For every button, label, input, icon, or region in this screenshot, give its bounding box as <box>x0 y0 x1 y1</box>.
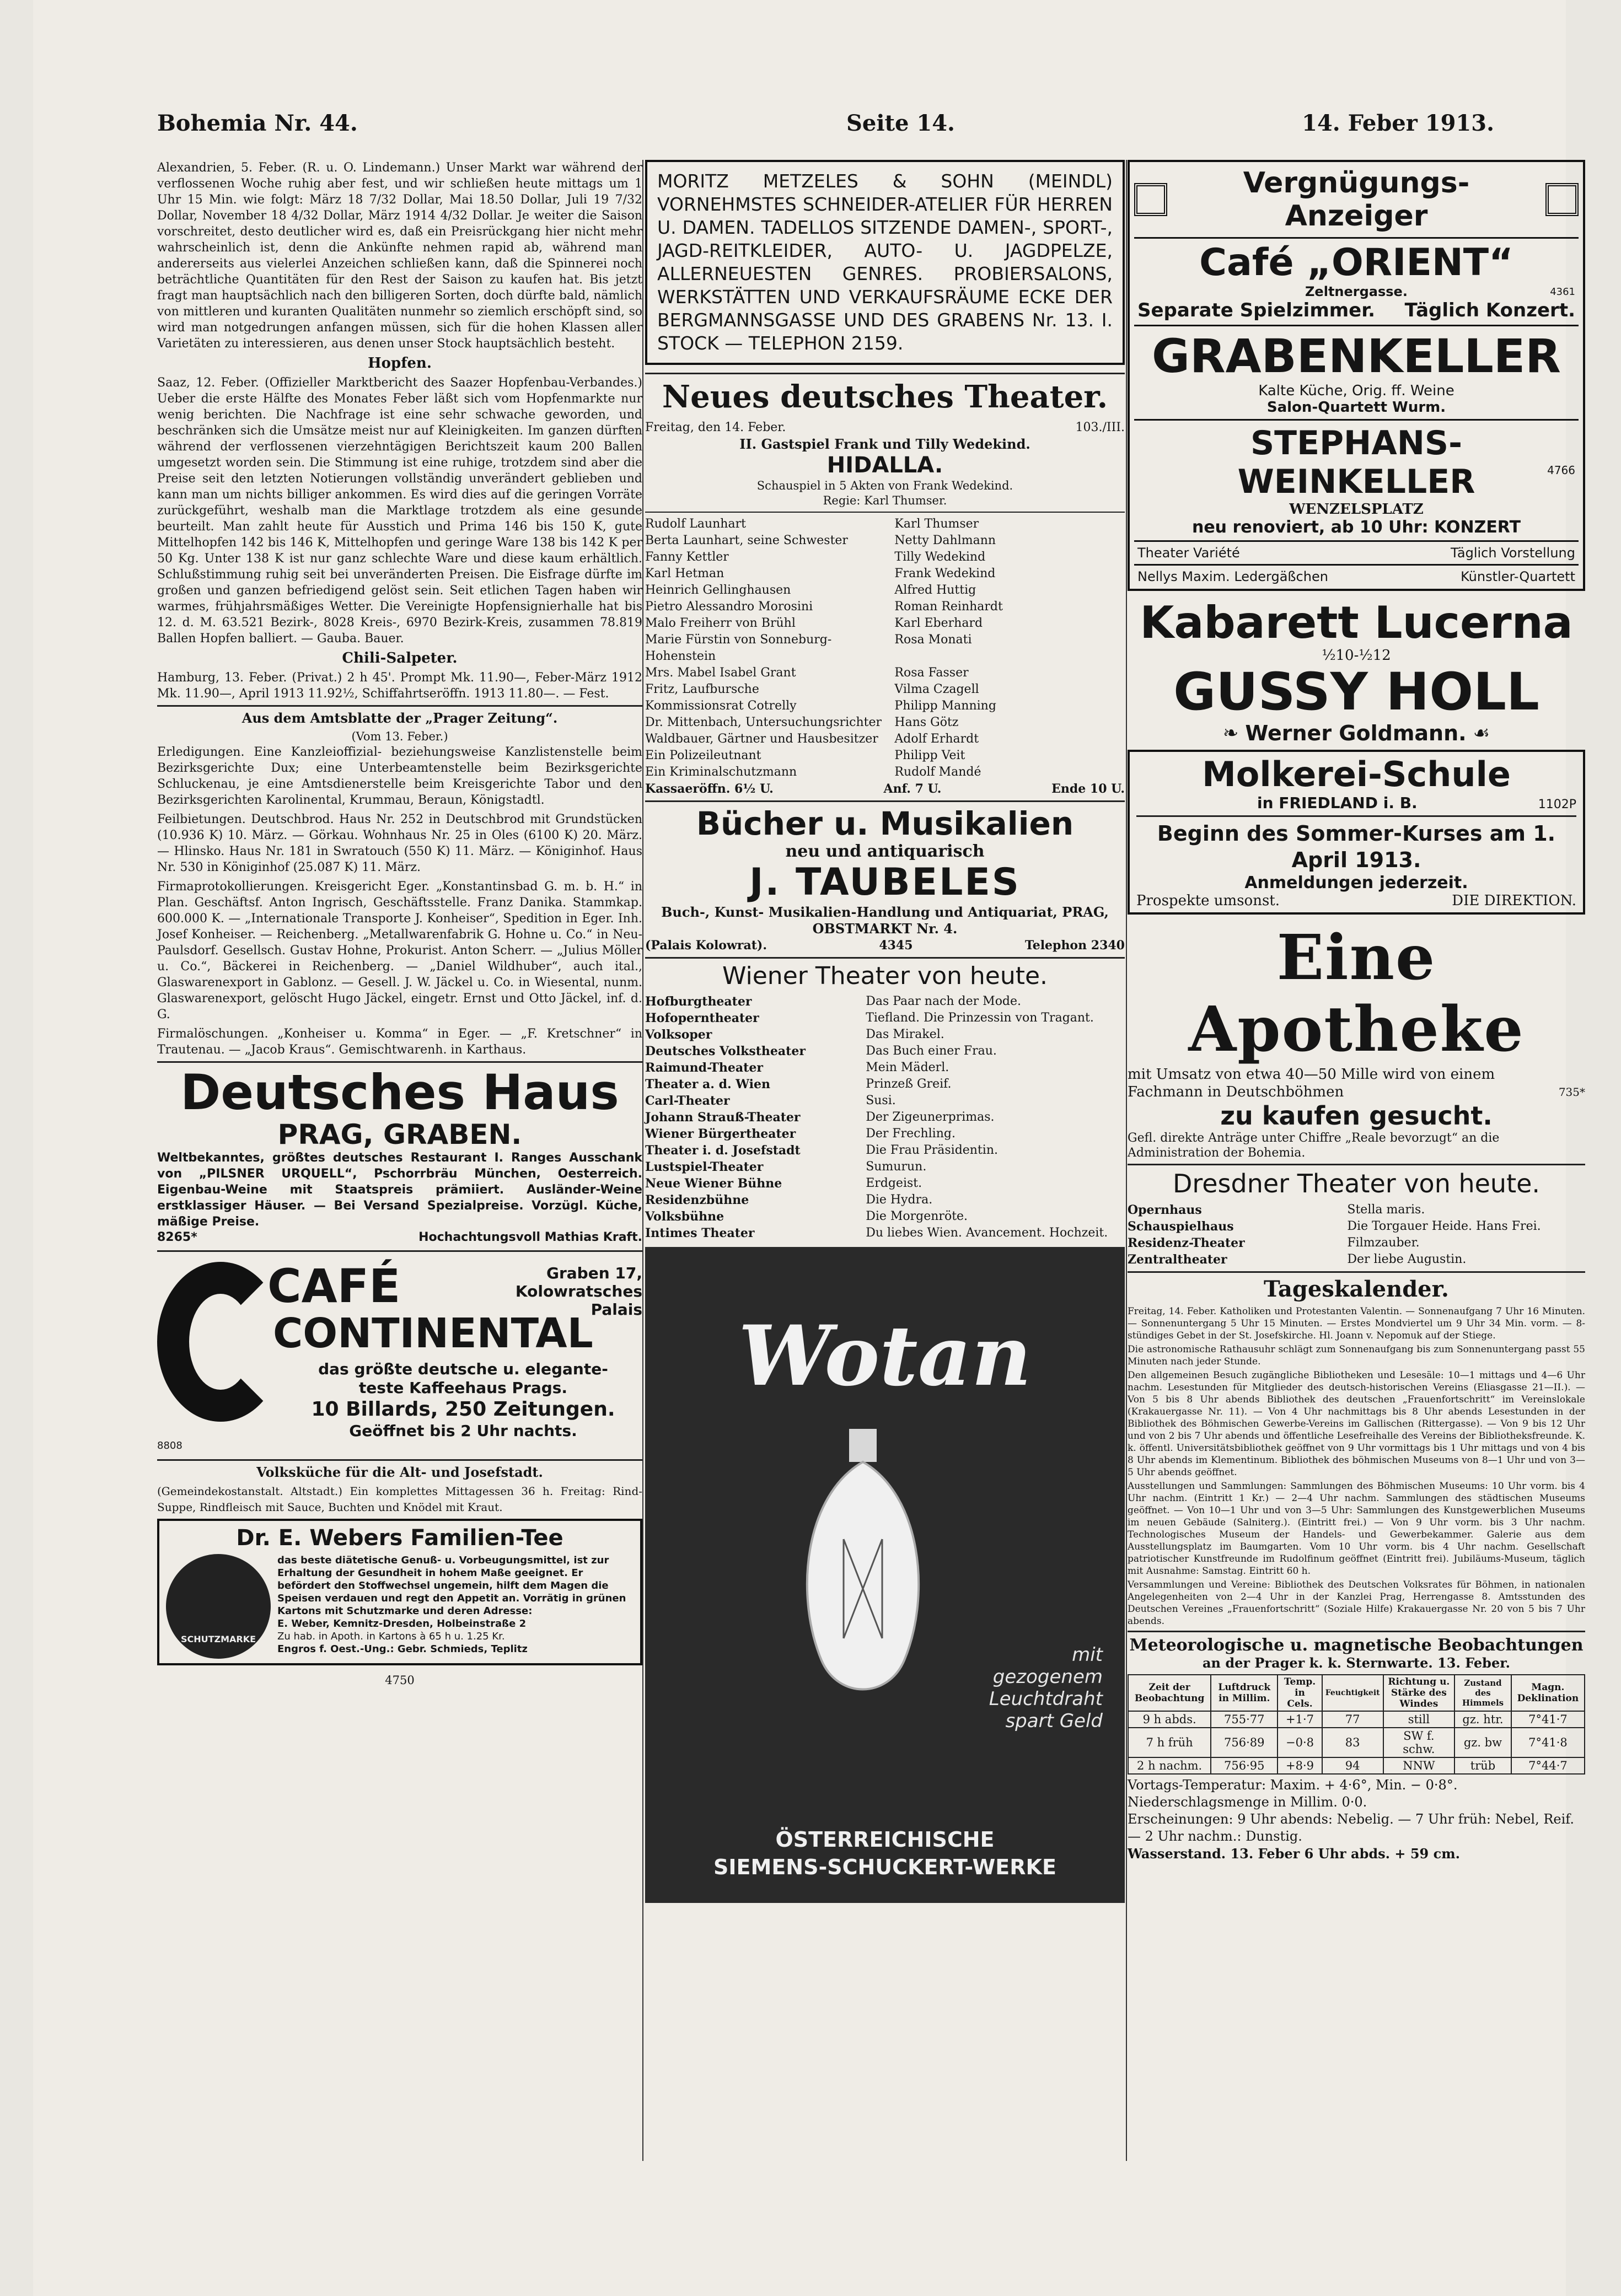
ndt-anfang: Anf. 7 U. <box>883 782 942 796</box>
grabenkeller-name: GRABENKELLER <box>1152 329 1561 383</box>
header-date: 14. Feber 1913. <box>1302 110 1494 136</box>
wien-row: Wiener Bürgertheater Der Frechling. <box>645 1127 956 1141</box>
stephans-address: WENZELSPLATZ <box>1289 501 1424 518</box>
cast-row: Kommissionsrat Cotrelly Philipp Manning <box>645 699 996 713</box>
taubeles-telephone: Telephon 2340 <box>1024 938 1125 953</box>
tee-badge-text: SCHUTZMARKE <box>180 1634 256 1644</box>
orient-konzert: Täglich Konzert. <box>1404 299 1575 321</box>
volkskueche-heading: Volksküche für die Alt- und Josefstadt. <box>256 1464 543 1480</box>
ndt-date: Freitag, den 14. Feber. <box>645 421 786 434</box>
column-rule-2 <box>1126 160 1127 2161</box>
cafe-address: Graben 17, Kolowratsches Palais <box>515 1264 642 1319</box>
wien-row: Theater a. d. Wien Prinzeß Greif. <box>645 1077 952 1091</box>
cafe-name-line2: CONTINENTAL <box>273 1310 593 1357</box>
lucerna-title: Kabarett Lucerna <box>1140 597 1573 648</box>
cast-row: Ein Kriminalschutzmann Rudolf Mandé <box>645 765 981 779</box>
deutsches-haus-subtitle: PRAG, GRABEN. <box>277 1119 522 1150</box>
stephans-line: neu renoviert, ab 10 Uhr: KONZERT <box>1191 518 1521 537</box>
nellys-right: Künstler-Quartett <box>1461 569 1575 584</box>
ndt-guest: II. Gastspiel Frank und Tilly Wedekind. <box>739 436 1030 452</box>
molkerei-ad <box>1128 750 1585 915</box>
molkerei-code: 1102P <box>1538 798 1576 811</box>
cast-row: Heinrich Gellinghausen Alfred Huttig <box>645 583 976 597</box>
wien-row: Theater i. d. Josefstadt Die Frau Präsidentin. <box>645 1143 999 1158</box>
ndt-description: Schauspiel in 5 Akten von Frank Wedekind. <box>756 479 1013 492</box>
orient-address: Zeltnergasse. <box>1305 284 1408 299</box>
cafe-big-c-shape <box>157 1262 284 1422</box>
divider <box>1128 1271 1585 1273</box>
vergn-title: Vergnügungs-Anzeiger <box>1243 166 1470 233</box>
taubeles-place: (Palais Kolowrat). <box>645 938 767 953</box>
apotheke-kaufen: zu kaufen gesucht. <box>1220 1101 1493 1131</box>
wien-row: Volksoper Das Mirakel. <box>645 1028 944 1042</box>
molkerei-title: Molkerei-Schule <box>1202 754 1511 794</box>
orient-name: Café „ORIENT“ <box>1199 241 1513 284</box>
column-rule-1 <box>642 160 643 2161</box>
header-page-number: Seite 14. <box>846 110 955 136</box>
deutsches-haus-text: Weltbekanntes, größtes deutsches Restaurant I. Ranges Ausschank von „PILSNER URQUELL“, Pschorrbräu München, Oesterreich. Eigenbau-Weine mit Staatspreis prämiiert. Ausländer-Weine erstklassiger Häuser. — Bei Versand Spezialpreise. Vorzügl. Küche, mäßige Preise. <box>157 1151 642 1229</box>
column-3 <box>1128 160 1585 1862</box>
apotheke-footer: Gefl. direkte Anträge unter Chiffre „Reale bevorzugt“ an die Administration der Bohemia. <box>1128 1131 1500 1160</box>
amtsblatt-firmaprotokoll: Firmaprotokollierungen. Kreisgericht Eger. „Konstantinsbad G. m. b. H.“ in Plan. Geschäftsf. Anton Ingrisch, Geschäftsstelle. Franz Danika. Stammkap. 600.000 K. — „Internationale Transporte J. Konheiser“, Spedition in Eger. Inh. Josef Konheiser. — Reichenberg. „Metallwarenfabrik G. Hohne u. Co.“ in Neu-Paulsdorf. Gesellsch. Gustav Hohne, Prokurist. Anton Scherr. — „Julius Möller u. Co.“, Bäckerei in Reichenberg. — „Daniel Wildhuber“, auch ital., Glaswarenexport in Gablonz. — Gesell. J. W. Jäckel u. Co. in Wiesental, nunm. Glaswarenexport, gelöscht Hugo Jäckel, eingetr. Ernst und Otto Jäckel, inf. d. G. <box>157 880 642 1021</box>
meteorologie <box>1128 1636 1585 1862</box>
cast-row: Rudolf Launhart Karl Thumser <box>645 517 979 531</box>
divider <box>645 800 1125 802</box>
tee-code: 4750 <box>385 1674 415 1687</box>
lightbulb-icon <box>772 1429 954 1716</box>
met-niederschlag: Niederschlagsmenge in Millim. 0·0. <box>1128 1794 1367 1810</box>
cast-row: Malo Freiherr von Brühl Karl Eberhard <box>645 616 983 630</box>
grabenkeller-line-1: Kalte Küche, Orig. ff. Weine <box>1258 383 1454 399</box>
tee-price: Zu hab. in Apoth. in Kartons à 65 h u. 1.25 Kr. <box>277 1631 505 1642</box>
metzeles-ad: MORITZ METZELES & SOHN (MEINDL) VORNEHMSTES SCHNEIDER-ATELIER FÜR HERREN U. DAMEN. TADELLOS SITZENDE DAMEN-, SPORT-, JAGD-REITKLEIDER, AUTO- U. JAGDPELZE, ALLERNEUESTEN GENRES. PROBIERSALONS, WERKSTÄTTEN UND VERKAUFSRÄUME ECKE DER BERGMANNSGASSE UND DES GRABENS Nr. 13. I. STOCK — TELEPHON 2159. <box>645 160 1125 365</box>
wien-row: Neue Wiener Bühne Erdgeist. <box>645 1176 922 1191</box>
cafe-line-2: teste Kaffeehaus Prags. <box>358 1379 568 1397</box>
column-2 <box>645 160 1125 1903</box>
hopfen-heading: Hopfen. <box>368 355 432 372</box>
molkerei-place: in FRIEDLAND i. B. <box>1257 794 1418 812</box>
divider <box>157 705 642 707</box>
wotan-title: Wotan <box>738 1308 1032 1405</box>
met-wasserstand: Wasserstand. 13. Feber 6 Uhr abds. + 59 cm. <box>1128 1846 1460 1862</box>
wien-row: Lustspiel-Theater Sumurun. <box>645 1160 927 1174</box>
ornament-left-icon <box>1134 183 1167 216</box>
cast-row: Karl Hetman Frank Wedekind <box>645 567 996 580</box>
amtsblatt-firmaloeschungen: Firmalöschungen. „Konheiser u. Komma“ in Eger. — „F. Kretschner“ in Trautenau. — „Jacob Kraus“. Gemischtwarenh. in Karthaus. <box>157 1027 642 1057</box>
buecher-title: Bücher u. Musikalien <box>696 805 1074 842</box>
ndt-regie: Regie: Karl Thumser. <box>823 494 947 507</box>
newspaper-page <box>33 0 1585 2296</box>
taubeles-text: Buch-, Kunst- Musikalien-Handlung und Antiquariat, PRAG, OBSTMARKT Nr. 4. <box>661 904 1109 937</box>
met-vortag: Vortags-Temperatur: Maxim. + 4·6°, Min. − 0·8°. <box>1128 1777 1458 1793</box>
cast-row: Pietro Alessandro Morosini Roman Reinhardt <box>645 600 1003 614</box>
wien-row: Volksbühne Die Morgenröte. <box>645 1209 968 1224</box>
taubeles-code: 4345 <box>879 938 913 953</box>
apotheke-text: mit Umsatz von etwa 40—50 Mille wird von einem Fachmann in Deutschböhmen 735* <box>1128 1066 1585 1100</box>
column-1 <box>157 160 642 1688</box>
vergnuegungs-anzeiger <box>1128 160 1585 591</box>
met-header-row: Zeit der Beobachtung Luftdruck in Millim. Temp. in Cels. Feuchtigkeit Richtung u. Stärke des Windes Zustand des Himmels Magn. Deklination <box>1128 1675 1585 1711</box>
cast-row: Waldbauer, Gärtner und Hausbesitzer Adolf Erhardt <box>645 732 979 746</box>
wotan-company-1: ÖSTERREICHISCHE <box>775 1827 995 1852</box>
lucerna-time: ½10-½12 <box>1322 647 1391 664</box>
molkerei-line: Beginn des Sommer-Kurses am 1. April 1913. <box>1157 821 1556 872</box>
ndt-kasse: Kassaeröffn. 6½ U. <box>645 782 774 796</box>
tee-engros: Engros f. Oest.-Ung.: Gebr. Schmieds, Teplitz <box>277 1643 528 1655</box>
wotan-slogan-3: Leuchtdraht <box>989 1688 1103 1710</box>
tk-paragraph: Ausstellungen und Sammlungen: Sammlungen des Böhmischen Museums: 10 Uhr vorm. bis 4 Uhr nachm. (Eintritt 1 Kr.) — 2—4 Uhr nachm. Sammlungen des städtischen Museums geöffnet. — Von 10—1 Uhr und von 3—5 Uhr: Sammlungen des Kunstgewerblichen Museums im neuen Gebäude (Salniterg.). (Eintritt frei.) — Von 9 Uhr vorm. bis 3 Uhr nachm. Technologisches Museum der Handels- und Gewerbekammer. Galerie aus dem Ausstellungsplatz im Baumgarten. Vom 10 Uhr vorm. bis 4 Uhr nachm. Gesellschaft patriotischer Kunstfreunde im Rudolfinum geöffnet (Eintritt frei). Jubiläums-Museum, täglich mit Ausnahme: Samstag. Eintritt 60 h. <box>1128 1481 1585 1577</box>
divider <box>1128 1164 1585 1165</box>
table-row: 2 h nachm. 756·95 +8·9 94 NNW trüb 7°44·7 <box>1128 1757 1585 1774</box>
table-row: 9 h abds. 755·77 +1·7 77 still gz. htr. 7°41·7 <box>1128 1711 1585 1728</box>
tee-address: E. Weber, Kemnitz-Dresden, Holbeinstraße 2 <box>277 1618 527 1630</box>
wotan-slogan-1: mit <box>1072 1644 1103 1666</box>
apotheke-code: 735* <box>1558 1085 1585 1099</box>
wotan-company-2: SIEMENS-SCHUCKERT-WERKE <box>713 1855 1056 1879</box>
tk-paragraph: Versammlungen und Vereine: Bibliothek des Deutschen Volksrates für Böhmen, in nationalen Angelegenheiten von 2—4 Uhr in der Kanzlei Prag, Herrengasse 8. Amtsstunden des Deutschen Vereines „Frauenfortschritt“ (Soziale Hilfe) Krakauergasse Nr. 20 von 5 bis 7 Uhr abends. <box>1128 1579 1585 1627</box>
apotheke-title: Eine Apotheke <box>1188 922 1525 1066</box>
divider <box>645 373 1125 374</box>
tk-paragraph: Den allgemeinen Besuch zugängliche Bibliotheken und Lesesäle: 10—1 mittags und 4—6 Uhr nachm. Lesestunden für Mitglieder des deutsch-historischen Vereins (Eliasgasse 21—II.). — Von 5 bis 8 Uhr abends Bibliothek des deutschen „Frauenfortschritt“ im Vereinslokale (Krakauergasse Nr. 11). — Von 4 Uhr nachmittags bis 8 Uhr abends Lesestunden in der Bibliothek des Böhmischen Gewerbe-Vereins im Gallischen (Rittergasse). — Von 9 bis 12 Uhr und von 2 bis 7 Uhr abends und öffentliche Lesefreihalle des Vereins der Bibliotheksfreunde. K. k. öffentl. Universitätsbibliothek geöffnet von 9 Uhr vormittags bis 1 Uhr mittags und von 4 bis 8 Uhr abends im Klementinum. Bibliothek des böhmischen Museums von 8—1 Uhr und von 3—5 Uhr abends geöffnet. <box>1128 1370 1585 1478</box>
deutsches-haus-ad <box>157 1066 642 1245</box>
volkskueche-text: (Gemeindekostanstalt. Altstadt.) Ein komplettes Mittagessen 36 h. Freitag: Rind-Suppe, Rindfleisch mit Sauce, Buchten und Knödel mit Kraut. <box>157 1485 642 1514</box>
ornament-left-icon: ❧ <box>1222 722 1239 744</box>
tee-text: das beste diätetische Genuß- u. Vorbeugungsmittel, ist zur Erhaltung der Gesundheit in hohem Maße geeignet. Er befördert den Stoffwechsel ungemein, hilft dem Magen die Speisen verdauen und regt den Appetit an. Vorrätig in grünen Kartons mit Schutzmarke und deren Adresse: <box>277 1555 626 1617</box>
amtsblatt-feilbietungen: Feilbietungen. Deutschbrod. Haus Nr. 252 in Deutschbrod mit Grundstücken (10.936 K) 10. März. — Görkau. Wohnhaus Nr. 25 in Oles (6100 K) 20. März. — Hlinsko. Haus Nr. 181 in Swratouch (550 K) 11. März. — Königinhof. Haus Nr. 530 in Königinhof (25.087 K) 11. März. <box>157 813 642 874</box>
dresden-title: Dresdner Theater von heute. <box>1172 1169 1541 1198</box>
dresdner-theater <box>1128 1169 1585 1268</box>
table-row: 7 h früh 756·89 −0·8 83 SW f. schw. gz. bw 7°41·8 <box>1128 1728 1585 1757</box>
amtsblatt-erledigungen: Erledigungen. Eine Kanzleioffizial- beziehungsweise Kanzlistenstelle beim Bezirksgerichte Dux; eine Unterbeamtenstelle beim Bezirksgerichte Schluckenau, je eine Amtsdienerstelle beim Kreisgerichte Tabor und den Bezirksgerichten Karolinental, Krummau, Beraun, Königstadtl. <box>157 745 642 807</box>
dresden-row: Residenz-Theater Filmzauber. <box>1128 1236 1420 1250</box>
tk-title: Tageskalender. <box>1264 1276 1449 1302</box>
wien-row: Raimund-Theater Mein Mäderl. <box>645 1061 949 1075</box>
orient-code: 4361 <box>1550 286 1575 298</box>
buecher-subtitle: neu und antiquarisch <box>785 842 985 861</box>
taubeles-name: J. TAUBELES <box>749 861 1021 904</box>
cafe-continental-ad <box>157 1256 642 1455</box>
chili-heading: Chili-Salpeter. <box>342 650 458 666</box>
met-table <box>1128 1674 1585 1775</box>
cafe-code: 8808 <box>157 1440 183 1451</box>
tk-paragraph: Die astronomische Rathausuhr schlägt zum Sonnenaufgang bis zum Sonnenuntergang passt 55 Minuten nach jeder Stunde. <box>1128 1344 1585 1367</box>
deutsches-haus-signature: Hochachtungsvoll Mathias Kraft. <box>418 1230 642 1244</box>
cafe-line-1: das größte deutsche u. elegante- <box>318 1360 608 1378</box>
grabenkeller-line-2: Salon-Quartett Wurm. <box>1266 399 1446 416</box>
stephans-code: 4766 <box>1547 464 1575 477</box>
tk-paragraph: Freitag, 14. Feber. Katholiken und Protestanten Valentin. — Sonnenaufgang 7 Uhr 16 Minuten. — Sonnenuntergang 5 Uhr 15 Minuten. — Erstes Mondviertel um 9 Uhr 34 Min. vorm. — 8-stündiges Gebet in der St. Josefskirche. Hl. Joann v. Nepomuk auf der Stiege. <box>1128 1306 1585 1341</box>
dresden-row: Zentraltheater Der liebe Augustin. <box>1128 1252 1467 1267</box>
chili-report: Hamburg, 13. Feber. (Privat.) 2 h 45'. Prompt Mk. 11.90—, Feber-März 1912 Mk. 11.90—, April 1913 11.92½, Schiffahrtseröffn. 1913 11.80—. — Fest. <box>157 671 642 701</box>
met-subtitle: an der Prager k. k. Sternwarte. 13. Feber. <box>1202 1655 1511 1671</box>
nellys-left: Nellys Maxim. Ledergäßchen <box>1137 569 1328 584</box>
neues-deutsches-theater <box>645 378 1125 797</box>
divider <box>645 512 1125 513</box>
wien-row: Hofburgtheater Das Paar nach der Mode. <box>645 994 1022 1009</box>
variete-right: Täglich Vorstellung <box>1451 545 1575 561</box>
ornament-right-icon <box>1545 183 1579 216</box>
ndt-number: 103./III. <box>1075 421 1125 434</box>
dresden-row: Schauspielhaus Die Torgauer Heide. Hans Frei. <box>1128 1219 1541 1234</box>
divider <box>157 1250 642 1252</box>
alexandrien-report: Alexandrien, 5. Feber. (R. u. O. Lindemann.) Unser Markt war während der verflossenen Woche ruhig aber fest, und wir schließen heute mittags um 1 Uhr 15 Min. wie folgt: März 18 7/32 Dollar, Mai 18.50 Dollar, Juli 19 7/32 Dollar, November 18 4/32 Dollar, März 1914 4/32 Dollar. Je weiter die Saison vorschreitet, desto deutlicher wird es, daß ein Preisrückgang hier nicht mehr wahrscheinlich ist, denn die Ankünfte nehmen rapid ab, während man andererseits aus vielerlei Anzeichen schließen kann, daß die Spinnerei noch beträchtliche Quantitäten für den Rest der Saison zu kaufen hat. Bis jetzt fragt man hauptsächlich nach den billigeren Sorten, doch dürfte bald, nämlich von mittleren und kuranten Qualitäten nunmehr so ziemlich erschöpft sind, so wird man notgedrungen anfangen müssen, sich für die hohen Klassen aller Varietäten zu interessieren, aus denen unser Stock hauptsächlich besteht. <box>157 161 642 351</box>
lucerna-subtitle: Werner Goldmann. <box>1245 721 1467 745</box>
cast-row: Fritz, Laufbursche Vilma Czagell <box>645 682 979 696</box>
cafe-line-3: 10 Billards, 250 Zeitungen. <box>311 1398 615 1421</box>
wien-title: Wiener Theater von heute. <box>722 962 1048 990</box>
wotan-ad <box>645 1247 1125 1903</box>
wotan-slogan-4: spart Geld <box>1005 1710 1103 1732</box>
divider <box>157 1459 642 1461</box>
tee-trademark-portrait <box>166 1554 271 1659</box>
cast-row: Marie Fürstin von Sonneburg-Hohenstein Rosa Monati <box>645 633 972 663</box>
molkerei-direktion: DIE DIREKTION. <box>1452 892 1576 909</box>
page-header <box>157 110 1494 143</box>
variete-left: Theater Variété <box>1137 545 1240 561</box>
wien-row: Residenzbühne Die Hydra. <box>645 1193 933 1207</box>
divider <box>1128 1631 1585 1632</box>
ornament-right-icon: ☙ <box>1473 722 1490 744</box>
deutsches-haus-title: Deutsches Haus <box>180 1064 619 1121</box>
met-erscheinungen: Erscheinungen: 9 Uhr abends: Nebelig. — 7 Uhr früh: Nebel, Reif. — 2 Uhr nachm.: Dunstig. <box>1128 1811 1574 1844</box>
wien-row: Intimes Theater Du liebes Wien. Avancement. Hochzeit. <box>645 1226 1108 1240</box>
met-title: Meteorologische u. magnetische Beobachtungen <box>1129 1636 1584 1655</box>
ndt-play: HIDALLA. <box>826 453 943 478</box>
wien-row: Carl-Theater Susi. <box>645 1094 896 1108</box>
molkerei-prospekte: Prospekte umsonst. <box>1136 892 1280 909</box>
orient-line: Separate Spielzimmer. <box>1137 299 1376 321</box>
divider <box>1136 815 1576 817</box>
cast-row: Berta Launhart, seine Schwester Netty Dahlmann <box>645 534 996 547</box>
lucerna-ad <box>1128 599 1585 745</box>
cast-list <box>645 516 1125 781</box>
cast-row: Dr. Mittenbach, Untersuchungsrichter Hans Götz <box>645 716 959 729</box>
divider <box>157 1061 642 1063</box>
wotan-slogan-2: gezogenem <box>992 1666 1103 1688</box>
cafe-name-line1: CAFÉ <box>267 1259 401 1313</box>
dresden-row: Opernhaus Stella maris. <box>1128 1203 1425 1217</box>
header-paper-name: Bohemia Nr. 44. <box>157 110 358 136</box>
wien-row: Deutsches Volkstheater Das Buch einer Frau. <box>645 1044 997 1058</box>
molkerei-anmeldung: Anmeldungen jederzeit. <box>1244 873 1468 892</box>
amtsblatt-heading: Aus dem Amtsblatte der „Prager Zeitung“. <box>241 710 558 726</box>
cafe-line-4: Geöffnet bis 2 Uhr nachts. <box>349 1422 577 1440</box>
hopfen-report: Saaz, 12. Feber. (Offizieller Marktbericht des Saazer Hopfenbau-Verbandes.) Ueber die erste Hälfte des Monates Feber läßt sich vom Hopfenmarkte nur wenig berichten. Die Nachfrage ist eine sehr schwache geworden, und beschränken sich die Umsätze meist nur auf Kleinigkeiten. Im ganzen dürften während der verflossenen vierzehntägigen Berichtszeit kaum 200 Ballen umgesetzt worden sein. Die Stimmung ist eine ruhige, trotzdem sind aber die Preise seit den letzten Notierungen vollständig unverändert geblieben und kann man um nichts billiger ankommen. Es wird dies auf die geringen Vorräte zurückgeführt, weshalb man die Marktlage trotzdem als eine gesunde beurteilt. Man zahlt heute für Ausstich und Prima 146 bis 150 K, gute Mittelhopfen 142 bis 146 K, Mittelhopfen und geringe Ware 138 bis 142 K per 50 Kg. Unter 138 K ist nur ganz schlechte Ware und diese kaum erhältlich. Schlußstimmung ruhig seit bei unveränderten Preisen. Die Eisfrage dürfte im großen und ganzen befriedigend gelöst sein. Seit etlichen Tagen haben wir warmes, frühjahrsmäßiges Wetter. Die Vereinigte Hopfensignierhalle hat bis 12. d. M. 63.521 Bezirk-, 8028 Kreis-, 6970 Bezirk-Kreis, zusammen 78.819 Ballen Hopfen balliert. — Gauba. Bauer. <box>157 376 642 646</box>
deutsches-haus-code: 8265* <box>157 1230 197 1244</box>
ndt-title: Neues deutsches Theater. <box>662 379 1108 415</box>
tee-title: Dr. E. Webers Familien-Tee <box>236 1525 563 1551</box>
cast-row: Ein Polizeileutnant Philipp Veit <box>645 749 965 762</box>
wien-row: Johann Strauß-Theater Der Zigeunerprimas. <box>645 1110 995 1125</box>
apotheke-ad <box>1128 922 1585 1160</box>
cast-row: Fanny Kettler Tilly Wedekind <box>645 550 986 564</box>
tageskalender <box>1128 1276 1585 1627</box>
wiener-theater <box>645 962 1125 1241</box>
wien-row: Hofoperntheater Tiefland. Die Prinzessin von Tragant. <box>645 1011 1094 1025</box>
cast-row: Mrs. Mabel Isabel Grant Rosa Fasser <box>645 666 969 680</box>
lucerna-star: GUSSY HOLL <box>1173 662 1539 722</box>
taubeles-ad <box>645 805 1125 954</box>
divider <box>645 957 1125 959</box>
familien-tee-ad <box>157 1519 642 1665</box>
ndt-ende: Ende 10 U. <box>1051 782 1125 796</box>
amtsblatt-date: (Vom 13. Feber.) <box>351 730 448 743</box>
stephans-name: STEPHANS-WEINKELLER <box>1237 424 1475 501</box>
